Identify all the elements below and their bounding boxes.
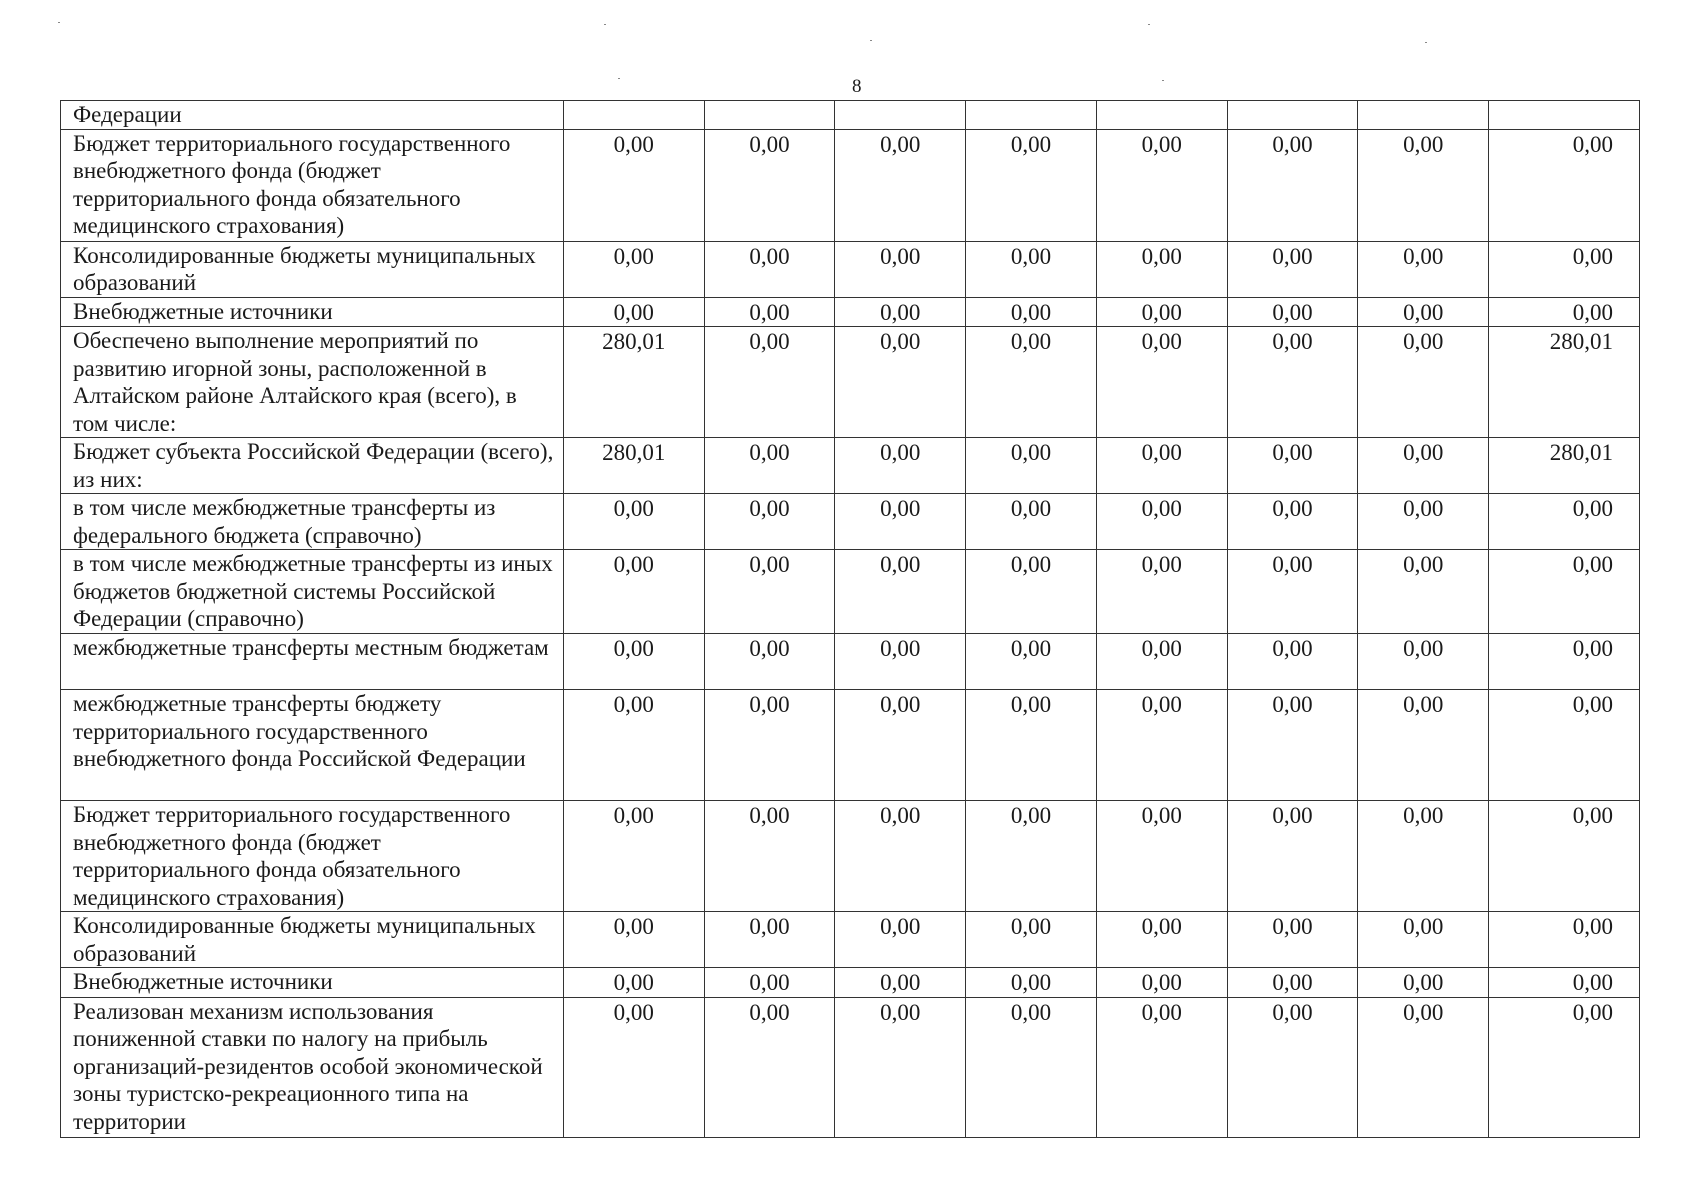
value-cell: 0,00	[835, 438, 966, 494]
value-cell: 0,00	[1227, 968, 1358, 998]
value-cell: 0,00	[704, 297, 835, 327]
value-cell: 280,01	[563, 327, 704, 438]
row-label: Консолидированные бюджеты муниципальных образований	[61, 912, 564, 968]
value-cell: 0,00	[1096, 241, 1227, 297]
value-cell: 0,00	[1096, 550, 1227, 634]
scan-speck	[1148, 24, 1150, 25]
value-cell	[966, 101, 1097, 130]
value-cell	[1096, 101, 1227, 130]
value-cell: 0,00	[563, 968, 704, 998]
value-cell: 0,00	[1358, 327, 1489, 438]
value-cell: 0,00	[704, 438, 835, 494]
value-cell: 280,01	[1489, 327, 1640, 438]
value-cell: 0,00	[1358, 241, 1489, 297]
value-cell: 0,00	[1096, 801, 1227, 912]
row-label: Внебюджетные источники	[61, 968, 564, 998]
value-cell: 0,00	[1096, 438, 1227, 494]
value-cell: 0,00	[1489, 297, 1640, 327]
value-cell: 0,00	[1227, 438, 1358, 494]
row-label: Консолидированные бюджеты муниципальных образований	[61, 241, 564, 297]
value-cell: 0,00	[1358, 968, 1489, 998]
budget-table	[60, 100, 1640, 1138]
value-cell: 0,00	[835, 297, 966, 327]
table-row	[61, 494, 1640, 550]
value-cell: 0,00	[835, 968, 966, 998]
value-cell: 0,00	[704, 801, 835, 912]
value-cell: 0,00	[1489, 494, 1640, 550]
value-cell: 0,00	[1489, 690, 1640, 801]
value-cell	[563, 101, 704, 130]
row-label: в том числе межбюджетные трансферты из иных бюджетов бюджетной системы Российской Федерации (справочно)	[61, 550, 564, 634]
value-cell: 0,00	[563, 297, 704, 327]
value-cell: 0,00	[835, 241, 966, 297]
value-cell: 0,00	[966, 241, 1097, 297]
value-cell: 0,00	[1227, 550, 1358, 634]
value-cell: 0,00	[966, 634, 1097, 690]
value-cell: 0,00	[1358, 494, 1489, 550]
value-cell: 0,00	[1358, 297, 1489, 327]
row-label: Обеспечено выполнение мероприятий по развитию игорной зоны, расположенной в Алтайском районе Алтайского края (всего), в том числе:	[61, 327, 564, 438]
table-row	[61, 997, 1640, 1137]
value-cell: 0,00	[1227, 241, 1358, 297]
value-cell: 0,00	[704, 129, 835, 241]
row-label: Бюджет субъекта Российской Федерации (всего), из них:	[61, 438, 564, 494]
value-cell: 0,00	[563, 690, 704, 801]
value-cell: 0,00	[1096, 634, 1227, 690]
value-cell: 0,00	[563, 997, 704, 1137]
table-row	[61, 912, 1640, 968]
value-cell: 0,00	[835, 634, 966, 690]
value-cell	[835, 101, 966, 130]
table-row	[61, 550, 1640, 634]
value-cell: 0,00	[835, 129, 966, 241]
row-label: Бюджет территориального государственного внебюджетного фонда (бюджет территориального фонда обязательного медицинского страхования)	[61, 129, 564, 241]
value-cell: 0,00	[1227, 801, 1358, 912]
value-cell: 0,00	[1489, 997, 1640, 1137]
table-row	[61, 634, 1640, 690]
value-cell: 0,00	[1489, 550, 1640, 634]
value-cell: 0,00	[835, 494, 966, 550]
value-cell: 0,00	[704, 550, 835, 634]
scan-speck	[604, 24, 606, 25]
value-cell: 0,00	[563, 550, 704, 634]
value-cell: 0,00	[835, 997, 966, 1137]
value-cell: 0,00	[1358, 438, 1489, 494]
value-cell: 0,00	[1096, 997, 1227, 1137]
value-cell: 0,00	[966, 327, 1097, 438]
value-cell: 0,00	[1227, 327, 1358, 438]
value-cell: 0,00	[1227, 690, 1358, 801]
value-cell: 0,00	[704, 997, 835, 1137]
value-cell: 0,00	[1489, 912, 1640, 968]
value-cell: 0,00	[1358, 690, 1489, 801]
value-cell: 280,01	[563, 438, 704, 494]
value-cell: 0,00	[1227, 297, 1358, 327]
table-row	[61, 690, 1640, 801]
value-cell: 0,00	[966, 690, 1097, 801]
value-cell: 0,00	[1227, 129, 1358, 241]
value-cell: 0,00	[704, 968, 835, 998]
value-cell	[704, 101, 835, 130]
row-label: межбюджетные трансферты бюджету территориального государственного внебюджетного фонда Российской Федерации	[61, 690, 564, 801]
value-cell: 0,00	[563, 129, 704, 241]
value-cell	[1227, 101, 1358, 130]
value-cell: 0,00	[966, 129, 1097, 241]
row-label: межбюджетные трансферты местным бюджетам	[61, 634, 564, 690]
value-cell: 0,00	[1358, 997, 1489, 1137]
value-cell: 0,00	[563, 912, 704, 968]
value-cell	[1489, 101, 1640, 130]
value-cell: 0,00	[835, 550, 966, 634]
value-cell: 0,00	[1489, 241, 1640, 297]
row-label: Бюджет территориального государственного внебюджетного фонда (бюджет территориального фонда обязательного медицинского страхования)	[61, 801, 564, 912]
value-cell: 0,00	[563, 494, 704, 550]
page-number: 8	[852, 76, 862, 97]
value-cell	[1358, 101, 1489, 130]
value-cell: 0,00	[1358, 912, 1489, 968]
table-row	[61, 101, 1640, 130]
value-cell: 0,00	[835, 690, 966, 801]
scan-speck	[1162, 80, 1164, 81]
value-cell: 0,00	[1358, 801, 1489, 912]
value-cell: 0,00	[1489, 968, 1640, 998]
value-cell: 0,00	[966, 438, 1097, 494]
row-label: в том числе межбюджетные трансферты из федерального бюджета (справочно)	[61, 494, 564, 550]
table-row	[61, 297, 1640, 327]
table-row	[61, 968, 1640, 998]
value-cell: 0,00	[563, 634, 704, 690]
value-cell: 0,00	[835, 912, 966, 968]
table-row	[61, 241, 1640, 297]
value-cell: 0,00	[1096, 968, 1227, 998]
value-cell: 0,00	[1227, 997, 1358, 1137]
table-row	[61, 801, 1640, 912]
table-row	[61, 129, 1640, 241]
value-cell: 0,00	[704, 912, 835, 968]
value-cell: 0,00	[1096, 327, 1227, 438]
row-label: Федерации	[61, 101, 564, 130]
scan-speck	[618, 78, 620, 79]
scan-speck	[1425, 42, 1427, 43]
value-cell: 0,00	[1358, 550, 1489, 634]
row-label: Внебюджетные источники	[61, 297, 564, 327]
value-cell: 0,00	[1227, 634, 1358, 690]
row-label: Реализован механизм использования пониженной ставки по налогу на прибыль организаций-резидентов особой экономической зоны туристско-рекреационного типа на территории	[61, 997, 564, 1137]
value-cell: 0,00	[1096, 494, 1227, 550]
value-cell: 0,00	[1358, 634, 1489, 690]
value-cell: 0,00	[1096, 912, 1227, 968]
value-cell: 0,00	[704, 327, 835, 438]
value-cell: 0,00	[966, 801, 1097, 912]
value-cell: 0,00	[1227, 494, 1358, 550]
value-cell: 280,01	[1489, 438, 1640, 494]
value-cell: 0,00	[704, 241, 835, 297]
table-row	[61, 438, 1640, 494]
value-cell: 0,00	[966, 997, 1097, 1137]
value-cell: 0,00	[563, 801, 704, 912]
value-cell: 0,00	[1227, 912, 1358, 968]
value-cell: 0,00	[704, 690, 835, 801]
value-cell: 0,00	[704, 634, 835, 690]
value-cell: 0,00	[563, 241, 704, 297]
value-cell: 0,00	[1489, 634, 1640, 690]
value-cell: 0,00	[1096, 297, 1227, 327]
scan-speck	[870, 40, 872, 41]
value-cell: 0,00	[1489, 801, 1640, 912]
value-cell: 0,00	[1489, 129, 1640, 241]
value-cell: 0,00	[835, 801, 966, 912]
value-cell: 0,00	[966, 968, 1097, 998]
table-row	[61, 327, 1640, 438]
value-cell: 0,00	[1096, 690, 1227, 801]
value-cell: 0,00	[966, 550, 1097, 634]
value-cell: 0,00	[966, 297, 1097, 327]
value-cell: 0,00	[1096, 129, 1227, 241]
value-cell: 0,00	[704, 494, 835, 550]
value-cell: 0,00	[966, 912, 1097, 968]
scan-speck	[58, 22, 60, 23]
value-cell: 0,00	[966, 494, 1097, 550]
value-cell: 0,00	[1358, 129, 1489, 241]
value-cell: 0,00	[835, 327, 966, 438]
